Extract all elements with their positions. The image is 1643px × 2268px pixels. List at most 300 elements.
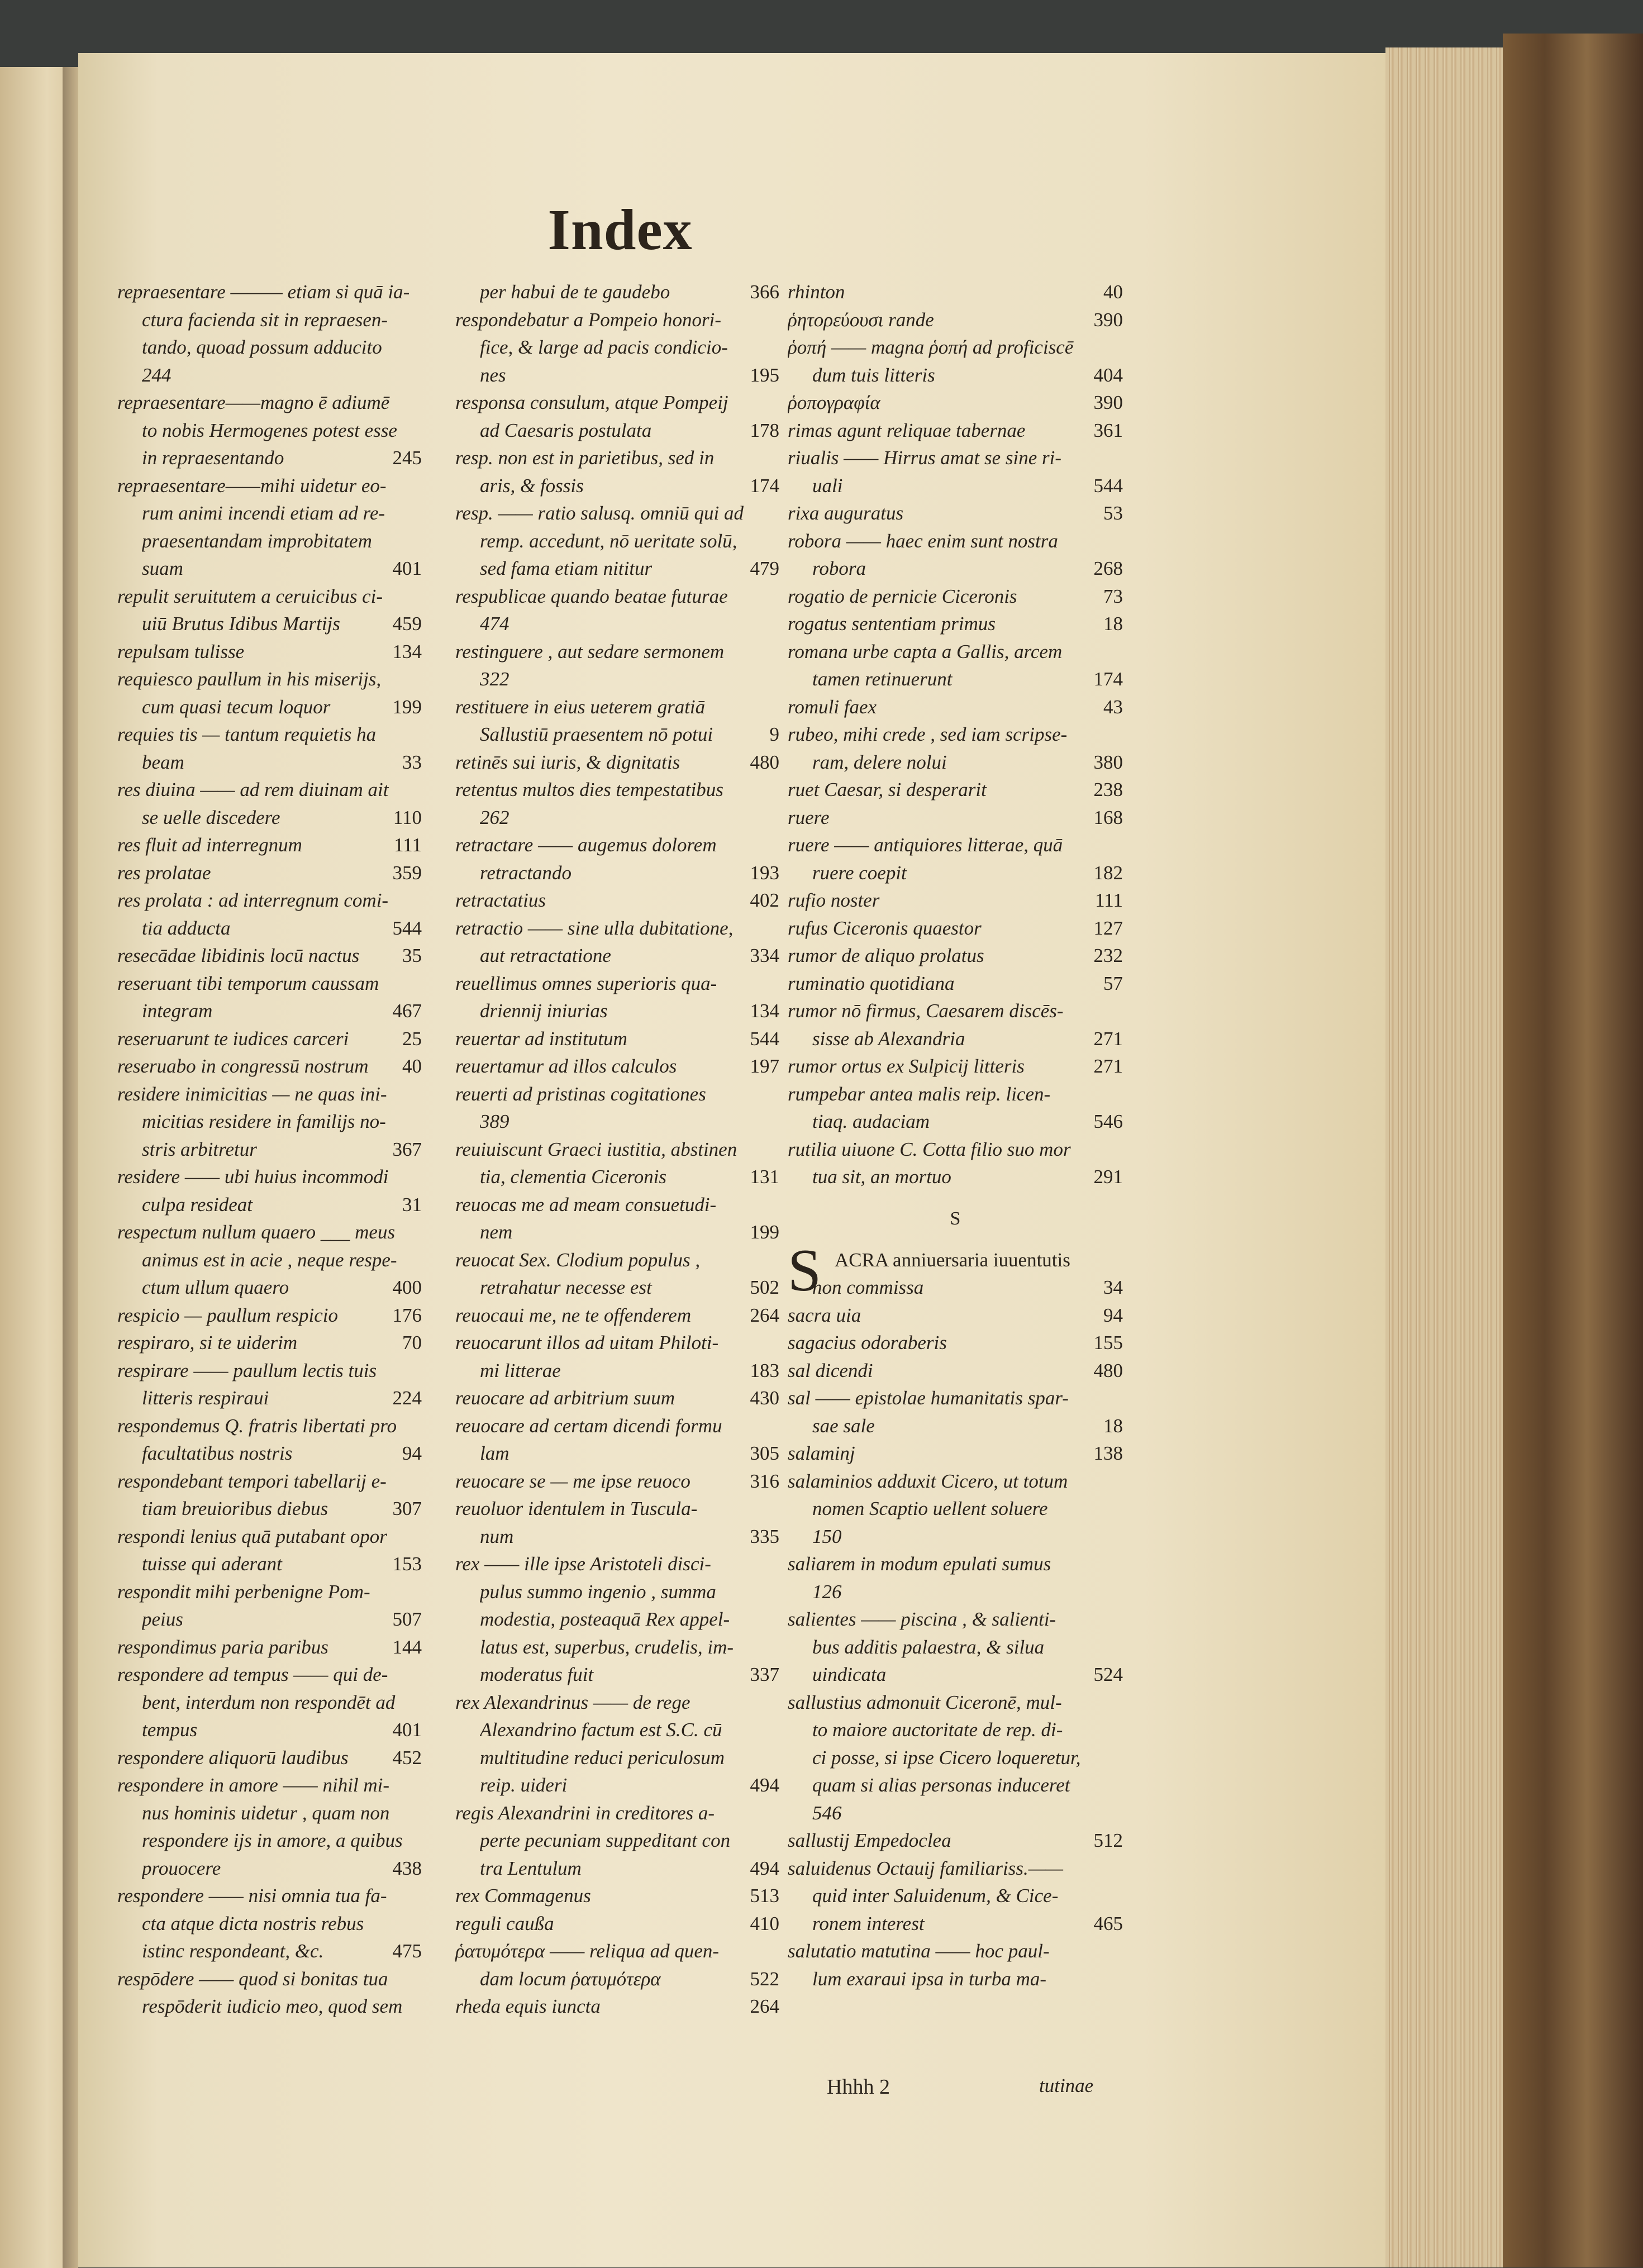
index-entry (788, 1855, 1123, 1883)
entry-text: 244 (142, 364, 172, 386)
entry-page-number: 94 (1103, 1304, 1123, 1326)
entry-page-number: 134 (392, 640, 422, 663)
index-entry (455, 749, 779, 776)
entry-page-number: 40 (402, 1055, 422, 1077)
entry-text: respondebatur a Pompeio honori- (455, 308, 722, 331)
entry-page-number: 35 (402, 945, 422, 966)
index-entry (117, 749, 422, 776)
index-entry (117, 1412, 422, 1440)
index-entry (788, 278, 1123, 306)
entry-page-number: 401 (392, 558, 422, 579)
entry-text: bent, interdum non respondēt ad (142, 1691, 396, 1713)
index-entry (455, 1882, 779, 1910)
index-entry (455, 1937, 779, 1965)
index-entry (455, 970, 779, 998)
entry-text: moderatus fuit (480, 1664, 594, 1685)
index-entry (455, 1771, 779, 1799)
entry-page-number: 401 (392, 1719, 422, 1741)
entry-text: repulit seruitutem a ceruicibus ci- (117, 585, 383, 607)
entry-page-number: 361 (1093, 419, 1123, 441)
entry-text: perte pecuniam suppeditant con (480, 1829, 731, 1851)
index-entry (788, 638, 1123, 666)
entry-page-number: 316 (750, 1470, 779, 1492)
entry-page-number: 70 (402, 1332, 422, 1354)
index-entry (117, 1302, 422, 1330)
index-entry (117, 444, 422, 472)
index-entry (455, 1136, 779, 1164)
entry-page-number: 430 (750, 1387, 779, 1409)
index-entry (788, 1523, 1123, 1551)
index-entry (117, 1467, 422, 1495)
index-entry (788, 1689, 1123, 1717)
entry-page-number: 522 (750, 1967, 779, 1990)
entry-page-number: 459 (392, 613, 422, 635)
index-entry (455, 859, 779, 887)
index-entry (117, 1993, 422, 2021)
entry-page-number: 34 (1103, 1276, 1123, 1298)
entry-page-number: 271 (1093, 1055, 1123, 1077)
entry-page-number: 40 (1103, 281, 1123, 303)
entry-page-number: 131 (750, 1166, 779, 1188)
entry-page-number: 264 (750, 1304, 779, 1326)
index-entry (455, 1495, 779, 1523)
entry-text: respondebant tempori tabellarij e- (117, 1470, 387, 1492)
entry-text: salaminj (788, 1442, 855, 1464)
entry-page-number: 18 (1103, 1414, 1123, 1437)
entry-text: rufus Ciceronis quaestor (788, 917, 982, 939)
index-entry (455, 665, 779, 693)
index-entry (788, 1495, 1123, 1523)
entry-page-number: 390 (1093, 392, 1123, 413)
index-entry (788, 665, 1123, 693)
index-entry (455, 1827, 779, 1855)
entry-text: retinēs sui iuris, & dignitatis (455, 751, 680, 773)
index-entry (788, 970, 1123, 998)
entry-text: rumor nō firmus, Caesarem discēs- (788, 1000, 1064, 1022)
entry-page-number: 57 (1103, 972, 1123, 994)
index-entry (117, 1136, 422, 1164)
entry-page-number: 183 (750, 1359, 779, 1381)
entry-text: reseruarunt te iudices carceri (117, 1027, 349, 1050)
entry-text: respectum nullum quaero ___ meus (117, 1221, 396, 1243)
entry-text: culpa resideat (142, 1193, 253, 1216)
index-entry (455, 444, 779, 472)
entry-page-number: 174 (750, 474, 779, 497)
index-entry (455, 1329, 779, 1357)
index-entry (455, 1467, 779, 1495)
entry-text: requies tis — tantum requietis ha (117, 723, 377, 745)
index-entry (117, 1578, 422, 1606)
entry-text: rex Commagenus (455, 1885, 591, 1907)
index-entry (788, 1605, 1123, 1633)
entry-page-number: 402 (750, 889, 779, 911)
book-cover (1503, 34, 1643, 2267)
entry-text: ruet Caesar, si desperarit (788, 779, 987, 801)
entry-text: rutilia uiuone C. Cotta filio suo mor (788, 1138, 1071, 1160)
index-entry (788, 914, 1123, 942)
entry-page-number: 305 (750, 1442, 779, 1464)
index-entry (455, 333, 779, 361)
entry-page-number: 232 (1093, 945, 1123, 966)
entry-text: ῥατυμότερα —— reliqua ad quen- (455, 1940, 720, 1962)
entry-text: res diuina —— ad rem diuinam ait (117, 779, 389, 801)
index-entry (455, 361, 779, 389)
entry-text: respondere aliquorū laudibus (117, 1746, 349, 1769)
index-entry (788, 1716, 1123, 1744)
index-entry (455, 1633, 779, 1661)
index-entry (788, 942, 1123, 970)
index-entry (788, 1329, 1123, 1357)
index-entry (788, 721, 1123, 749)
entry-text: lum exaraui ipsa in turba ma- (812, 1967, 1047, 1990)
index-entry (788, 997, 1123, 1025)
index-column-right (788, 278, 1123, 1993)
entry-text: 546 (812, 1802, 842, 1824)
entry-text: rhinton (788, 281, 845, 303)
entry-page-number: 271 (1093, 1027, 1123, 1050)
entry-text: respondemus Q. fratris libertati pro (117, 1414, 397, 1437)
entry-page-number: 43 (1103, 695, 1123, 718)
entry-page-number: 176 (392, 1304, 422, 1326)
entry-page-number: 144 (392, 1636, 422, 1658)
index-entry (117, 859, 422, 887)
index-entry (455, 1357, 779, 1385)
entry-text: mi litterae (480, 1359, 561, 1381)
entry-text: cum quasi tecum loquor (142, 695, 331, 718)
entry-text: ruminatio quotidiana (788, 972, 955, 994)
index-entry (788, 1025, 1123, 1053)
index-entry (117, 389, 422, 417)
entry-page-number: 153 (392, 1553, 422, 1575)
entry-text: reuocaui me, ne te offenderem (455, 1304, 692, 1326)
entry-text: romana urbe capta a Gallis, arcem (788, 640, 1063, 663)
entry-page-number: 224 (392, 1387, 422, 1409)
index-entry (788, 693, 1123, 721)
entry-text: sisse ab Alexandria (812, 1027, 965, 1050)
entry-text: respublicae quando beatae futurae (455, 585, 728, 607)
index-entry (455, 914, 779, 942)
entry-text: tiam breuioribus diebus (142, 1498, 328, 1519)
index-r-entries (788, 278, 1123, 1191)
entry-text: facultatibus nostris (142, 1442, 293, 1464)
index-entry (117, 1218, 422, 1246)
index-entry (117, 1329, 422, 1357)
entry-page-number: 480 (1093, 1359, 1123, 1381)
index-entry (788, 1163, 1123, 1191)
index-entry (117, 721, 422, 749)
entry-text: requiesco paullum in his miserijs, (117, 668, 382, 690)
entry-text: rex Alexandrinus —— de rege (455, 1691, 690, 1713)
index-entry (788, 583, 1123, 611)
entry-text: retractando (480, 861, 572, 884)
entry-text: respondere —— nisi omnia tua fa- (117, 1885, 387, 1907)
entry-text: repraesentare ——— etiam si quā ia- (117, 281, 410, 303)
entry-text: reuocare ad certam dicendi formu (455, 1414, 722, 1437)
index-entry (788, 389, 1123, 417)
index-entry (455, 887, 779, 914)
entry-page-number: 438 (392, 1857, 422, 1879)
index-entry (117, 1661, 422, 1689)
index-entry (117, 1440, 422, 1467)
index-entry (455, 1412, 779, 1440)
entry-text: reip. uideri (480, 1774, 568, 1796)
entry-page-number: 111 (1095, 889, 1123, 911)
index-entry (788, 1440, 1123, 1467)
entry-text: rheda equis iuncta (455, 1995, 601, 2017)
catchword: tutinae (1039, 2075, 1094, 2097)
entry-page-number: 245 (392, 447, 422, 469)
entry-text: ctura facienda sit in repraesen- (142, 308, 388, 331)
index-entry (788, 444, 1123, 472)
entry-page-number: 390 (1093, 308, 1123, 331)
entry-text: 322 (480, 668, 509, 690)
index-entry (455, 555, 779, 583)
index-entry (455, 1523, 779, 1551)
index-entry (117, 914, 422, 942)
index-entry (117, 1633, 422, 1661)
entry-text: tua sit, an mortuo (812, 1166, 951, 1188)
index-entry (788, 333, 1123, 361)
index-entry (455, 1993, 779, 2021)
entry-page-number: 238 (1093, 779, 1123, 801)
index-entry (455, 1274, 779, 1302)
page-title: Index (547, 198, 693, 262)
index-entry (117, 1495, 422, 1523)
entry-text: respōderit iudicio meo, quod sem (142, 1995, 403, 2017)
entry-text: stris arbitretur (142, 1138, 257, 1160)
index-entry (455, 527, 779, 555)
index-entry (788, 1550, 1123, 1578)
entry-page-number: 268 (1093, 558, 1123, 579)
index-entry (788, 1744, 1123, 1772)
entry-text: ῥοπή —— magna ῥοπή ad proficiscē (788, 336, 1074, 358)
index-entry (455, 1550, 779, 1578)
index-entry (455, 1578, 779, 1606)
index-entry (455, 638, 779, 666)
index-entry (117, 1357, 422, 1385)
index-entry (455, 1025, 779, 1053)
index-entry (455, 389, 779, 417)
index-entry (788, 527, 1123, 555)
index-entry (788, 887, 1123, 914)
entry-text: residere —— ubi huius incommodi (117, 1166, 389, 1188)
index-entry (117, 417, 422, 445)
entry-text: repraesentare——mihi uidetur eo- (117, 474, 387, 497)
entry-page-number: 507 (392, 1608, 422, 1630)
index-entry (788, 776, 1123, 804)
entry-text: respicio — paullum respicio (117, 1304, 339, 1326)
entry-text: reuocare se — me ipse reuoco (455, 1470, 690, 1492)
index-entry (117, 1771, 422, 1799)
entry-text: nus hominis uidetur , quam non (142, 1802, 390, 1824)
entry-text: ῥητορεύουσι rande (788, 308, 934, 331)
entry-text: ad Caesaris postulata (480, 419, 652, 441)
entry-page-number: 546 (1093, 1111, 1123, 1132)
entry-page-number: 524 (1093, 1664, 1123, 1685)
entry-text: sed fama etiam nititur (480, 558, 653, 579)
index-entry (117, 1965, 422, 1993)
entry-text: 150 (812, 1525, 842, 1547)
entry-text: micitias residere in familijs no- (142, 1111, 386, 1132)
entry-text: respondere ad tempus —— qui de- (117, 1664, 388, 1685)
entry-text: salientes —— piscina , & salienti- (788, 1608, 1056, 1630)
entry-text: ruere coepit (812, 861, 907, 884)
entry-text: reuocarunt illos ad uitam Philoti- (455, 1332, 719, 1354)
index-entry (455, 417, 779, 445)
entry-page-number: 480 (750, 751, 779, 773)
entry-text: sallustij Empedoclea (788, 1829, 951, 1851)
index-entry (117, 1716, 422, 1744)
entry-page-number: 475 (392, 1940, 422, 1962)
index-entry (455, 1689, 779, 1717)
entry-text: reuiuiscunt Graeci iustitia, abstinen (455, 1138, 737, 1160)
entry-text: reseruant tibi temporum caussam (117, 972, 379, 994)
index-entry (788, 361, 1123, 389)
index-entry (117, 278, 422, 306)
entry-page-number: 9 (769, 723, 779, 745)
entry-text: romuli faex (788, 695, 877, 718)
entry-text: litteris respiraui (142, 1387, 269, 1409)
index-entry (788, 804, 1123, 832)
entry-text: tamen retinuerunt (812, 668, 953, 690)
index-entry (117, 306, 422, 334)
index-entry (455, 1744, 779, 1772)
entry-page-number: 335 (750, 1525, 779, 1547)
entry-page-number: 94 (402, 1442, 422, 1464)
entry-text: peius (142, 1608, 183, 1630)
index-entry (117, 555, 422, 583)
index-entry (788, 859, 1123, 887)
index-entry (455, 1191, 779, 1219)
index-entry (455, 997, 779, 1025)
entry-text: saluidenus Octauij familiariss.—— (788, 1857, 1063, 1879)
entry-page-number: 182 (1093, 861, 1123, 884)
entry-text: ῥοπογραφία (788, 392, 880, 413)
entry-page-number: 25 (402, 1027, 422, 1050)
entry-text: respondit mihi perbenigne Pom- (117, 1580, 370, 1603)
index-entry (117, 970, 422, 998)
entry-text: reseruabo in congressū nostrum (117, 1055, 369, 1077)
index-entry (117, 1246, 422, 1274)
index-entry (788, 1136, 1123, 1164)
entry-text: istinc respondeant, &c. (142, 1940, 324, 1962)
entry-text: driennij iniurias (480, 1000, 608, 1022)
index-entry (455, 1910, 779, 1938)
entry-text: retentus multos dies tempestatibus (455, 779, 723, 801)
entry-text: lam (480, 1442, 509, 1464)
entry-page-number: 110 (393, 806, 422, 828)
entry-page-number: 544 (392, 917, 422, 939)
index-entry (117, 776, 422, 804)
entry-page-number: 334 (750, 945, 779, 966)
signature-mark: Hhhh 2 (827, 2075, 890, 2099)
entry-page-number: 18 (1103, 613, 1123, 635)
entry-text: salaminios adduxit Cicero, ut totum (788, 1470, 1068, 1492)
index-entry (455, 1108, 779, 1136)
index-entry (455, 306, 779, 334)
index-entry (455, 776, 779, 804)
entry-text: per habui de te gaudebo (480, 281, 670, 303)
entry-text: tempus (142, 1719, 198, 1741)
index-entry (455, 1855, 779, 1883)
entry-text: rumpebar antea malis reip. licen- (788, 1083, 1051, 1105)
entry-page-number: 155 (1093, 1332, 1123, 1354)
entry-text: 389 (480, 1111, 509, 1132)
entry-text: restituere in eius ueterem gratiā (455, 695, 706, 718)
index-entry (788, 610, 1123, 638)
entry-page-number: 502 (750, 1276, 779, 1298)
entry-text: non commissa (812, 1276, 924, 1298)
entry-page-number: 168 (1093, 806, 1123, 828)
entry-text: ruere (788, 806, 830, 828)
entry-text: saliarem in modum epulati sumus (788, 1553, 1051, 1575)
index-entry (117, 887, 422, 914)
entry-text: 262 (480, 806, 509, 828)
index-entry (117, 1274, 422, 1302)
entry-text: respondi lenius quā putabant opor (117, 1525, 387, 1547)
entry-page-number: 494 (750, 1857, 779, 1879)
index-entry (117, 361, 422, 389)
entry-text: se uelle discedere (142, 806, 280, 828)
dropcap-letter: S (788, 1237, 822, 1304)
entry-text: dam locum ῥατυμότερα (480, 1967, 661, 1990)
entry-text: res fluit ad interregnum (117, 834, 302, 856)
entry-text: multitudine reduci periculosum (480, 1746, 725, 1769)
index-entry (117, 693, 422, 721)
index-entry (788, 306, 1123, 334)
entry-page-number: 494 (750, 1774, 779, 1796)
entry-text: nomen Scaptio uellent soluere (812, 1498, 1048, 1519)
index-entry (117, 1384, 422, 1412)
entry-text: cta atque dicta nostris rebus (142, 1912, 364, 1935)
entry-text: Sallustiū praesentem nō potui (480, 723, 713, 745)
entry-text: rimas agunt reliquae tabernae (788, 419, 1026, 441)
entry-text: responsa consulum, atque Pompeij (455, 392, 728, 413)
entry-text: tia adducta (142, 917, 231, 939)
entry-text: aris, & fossis (480, 474, 584, 497)
entry-text: robora —— haec enim sunt nostra (788, 530, 1058, 552)
index-entry (117, 583, 422, 611)
entry-text: 126 (812, 1580, 842, 1603)
entry-text: reuellimus omnes superioris qua- (455, 972, 717, 994)
entry-text: retractatius (455, 889, 546, 911)
entry-page-number: 410 (750, 1912, 779, 1935)
entry-text: reguli caußa (455, 1912, 554, 1935)
entry-page-number: 199 (750, 1221, 779, 1243)
index-entry (455, 472, 779, 500)
index-entry (455, 1799, 779, 1827)
index-entry (788, 1357, 1123, 1385)
entry-text: reuocat Sex. Clodium populus , (455, 1249, 701, 1271)
index-entry (455, 721, 779, 749)
entry-page-number: 134 (750, 1000, 779, 1022)
entry-page-number: 359 (392, 861, 422, 884)
entry-page-number: 404 (1093, 364, 1123, 386)
entry-page-number: 380 (1093, 751, 1123, 773)
entry-text: uiū Brutus Idibus Martijs (142, 613, 340, 635)
index-entry (117, 1855, 422, 1883)
entry-text: retractare —— augemus dolorem (455, 834, 717, 856)
entry-page-number: 197 (750, 1055, 779, 1077)
entry-text: pulus summo ingenio , summa (480, 1580, 716, 1603)
entry-page-number: 400 (392, 1276, 422, 1298)
entry-text: ronem interest (812, 1912, 925, 1935)
entry-text: robora (812, 558, 866, 579)
index-entry (455, 1716, 779, 1744)
entry-text: modestia, posteaquā Rex appel- (480, 1608, 730, 1630)
section-heading-s: S (950, 1208, 961, 1229)
entry-page-number: 53 (1103, 502, 1123, 524)
